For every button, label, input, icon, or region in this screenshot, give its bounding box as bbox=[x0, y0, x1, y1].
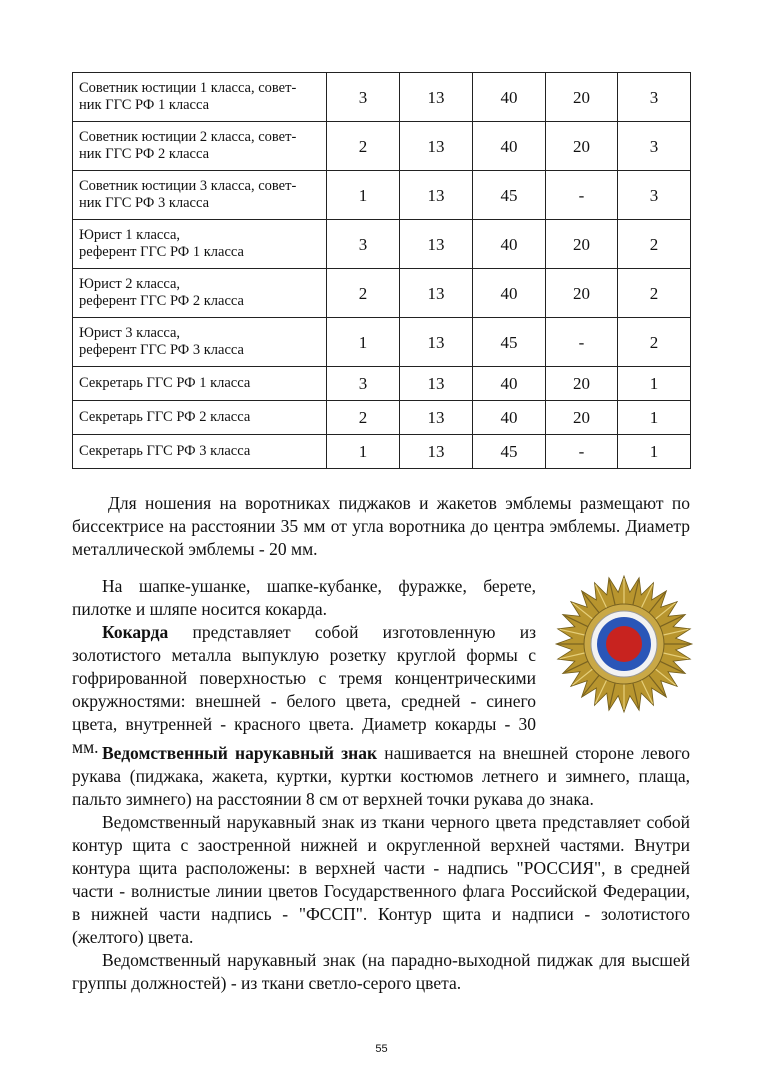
rank-name-cell: Юрист 2 класса, референт ГГС РФ 2 класса bbox=[73, 269, 327, 318]
value-cell: 3 bbox=[618, 171, 691, 220]
table-row bbox=[73, 220, 691, 269]
value-cell: 1 bbox=[618, 367, 691, 401]
value-cell: 1 bbox=[327, 318, 400, 367]
value-cell: 1 bbox=[618, 401, 691, 435]
sleeve-paragraph-1 bbox=[72, 742, 690, 811]
rank-name-cell: Советник юстиции 3 класса, совет- ник ГГС РФ 3 класса bbox=[73, 171, 327, 220]
rank-table bbox=[72, 72, 691, 469]
cockade-term: Кокарда bbox=[102, 622, 169, 642]
value-cell: 40 bbox=[473, 73, 546, 122]
cockade-section bbox=[72, 575, 536, 759]
cockade-paragraph-2 bbox=[72, 621, 536, 759]
value-cell: 40 bbox=[473, 401, 546, 435]
cockade-description: представляет собой изготовленную из золотистого металла выпуклую розетку круглой формы с гофрированной поверхностью с тремя концентрическими окружностями: внешней - белого цвета, средней - синего цвета, внутренней - красного цвета. Диаметр кокарды - 30 мм. bbox=[72, 622, 536, 757]
value-cell: 13 bbox=[400, 122, 473, 171]
value-cell: 13 bbox=[400, 171, 473, 220]
rank-name-cell: Секретарь ГГС РФ 2 класса bbox=[73, 401, 327, 435]
sleeve-paragraph-3: Ведомственный нарукавный знак (на парадно-выходной пиджак для высшей группы должностей) - из ткани светло-серого цвета. bbox=[72, 950, 690, 993]
value-cell: 13 bbox=[400, 73, 473, 122]
value-cell: 40 bbox=[473, 220, 546, 269]
value-cell: 40 bbox=[473, 122, 546, 171]
value-cell: 13 bbox=[400, 269, 473, 318]
cockade-image bbox=[554, 574, 694, 714]
value-cell: 1 bbox=[618, 435, 691, 469]
value-cell: 20 bbox=[546, 73, 618, 122]
rank-name-cell: Советник юстиции 1 класса, совет- ник ГГС РФ 1 класса bbox=[73, 73, 327, 122]
value-cell: 13 bbox=[400, 318, 473, 367]
value-cell: 13 bbox=[400, 367, 473, 401]
value-cell: 2 bbox=[327, 122, 400, 171]
value-cell: 3 bbox=[618, 122, 691, 171]
sleeve-term: Ведомственный нарукавный знак bbox=[102, 743, 378, 763]
table-row bbox=[73, 435, 691, 469]
table-row bbox=[73, 171, 691, 220]
rank-name-cell: Секретарь ГГС РФ 3 класса bbox=[73, 435, 327, 469]
value-cell: 40 bbox=[473, 269, 546, 318]
value-cell: 45 bbox=[473, 435, 546, 469]
value-cell: 2 bbox=[327, 269, 400, 318]
rank-name-cell: Юрист 3 класса, референт ГГС РФ 3 класса bbox=[73, 318, 327, 367]
rank-name-cell: Юрист 1 класса, референт ГГС РФ 1 класса bbox=[73, 220, 327, 269]
cockade-red-center bbox=[606, 626, 642, 662]
sleeve-section bbox=[72, 742, 690, 995]
value-cell: 1 bbox=[327, 171, 400, 220]
value-cell: 13 bbox=[400, 435, 473, 469]
value-cell: - bbox=[546, 318, 618, 367]
value-cell: 3 bbox=[327, 367, 400, 401]
value-cell: 13 bbox=[400, 401, 473, 435]
value-cell: - bbox=[546, 171, 618, 220]
value-cell: 2 bbox=[618, 220, 691, 269]
value-cell: 3 bbox=[327, 220, 400, 269]
page-number: 55 bbox=[375, 1043, 388, 1055]
value-cell: 13 bbox=[400, 220, 473, 269]
cockade-paragraph-1: На шапке-ушанке, шапке-кубанке, фуражке, берете, пилотке и шляпе носится кокарда. bbox=[72, 576, 536, 619]
emblem-paragraph: Для ношения на воротниках пиджаков и жакетов эмблемы размещают по биссектрисе на расстоянии 35 мм от угла воротника до центра эмблемы. Диаметр металлической эмблемы - 20 мм. bbox=[72, 493, 690, 559]
value-cell: 20 bbox=[546, 220, 618, 269]
value-cell: 20 bbox=[546, 269, 618, 318]
table-row bbox=[73, 122, 691, 171]
value-cell: 20 bbox=[546, 367, 618, 401]
table-row bbox=[73, 318, 691, 367]
table-row bbox=[73, 73, 691, 122]
rank-name-cell: Советник юстиции 2 класса, совет- ник ГГС РФ 2 класса bbox=[73, 122, 327, 171]
value-cell: - bbox=[546, 435, 618, 469]
table-row bbox=[73, 269, 691, 318]
sleeve-description: нашивается на внешней стороне левого рукава (пиджака, жакета, куртки, куртки костюмов летнего и зимнего, плаща, пальто зимнего) на расстоянии 8 см от верхней точки рукава до знака. bbox=[72, 743, 690, 809]
value-cell: 2 bbox=[327, 401, 400, 435]
value-cell: 40 bbox=[473, 367, 546, 401]
value-cell: 2 bbox=[618, 318, 691, 367]
sleeve-paragraph-2: Ведомственный нарукавный знак из ткани черного цвета представляет собой контур щита с заостренной нижней и округленной верхней частями. Внутри контура щита расположены: в верхней части - надпись "РОССИЯ", в средней части - волнистые линии цветов Государственного флага Российской Федерации, в нижней части надпись - "ФССП". Контур щита и надписи - золотистого (желтого) цвета. bbox=[72, 812, 690, 947]
value-cell: 20 bbox=[546, 401, 618, 435]
value-cell: 3 bbox=[618, 73, 691, 122]
table-row bbox=[73, 367, 691, 401]
value-cell: 3 bbox=[327, 73, 400, 122]
value-cell: 45 bbox=[473, 318, 546, 367]
rank-name-cell: Секретарь ГГС РФ 1 класса bbox=[73, 367, 327, 401]
value-cell: 20 bbox=[546, 122, 618, 171]
value-cell: 2 bbox=[618, 269, 691, 318]
value-cell: 1 bbox=[327, 435, 400, 469]
value-cell: 45 bbox=[473, 171, 546, 220]
table-row bbox=[73, 401, 691, 435]
